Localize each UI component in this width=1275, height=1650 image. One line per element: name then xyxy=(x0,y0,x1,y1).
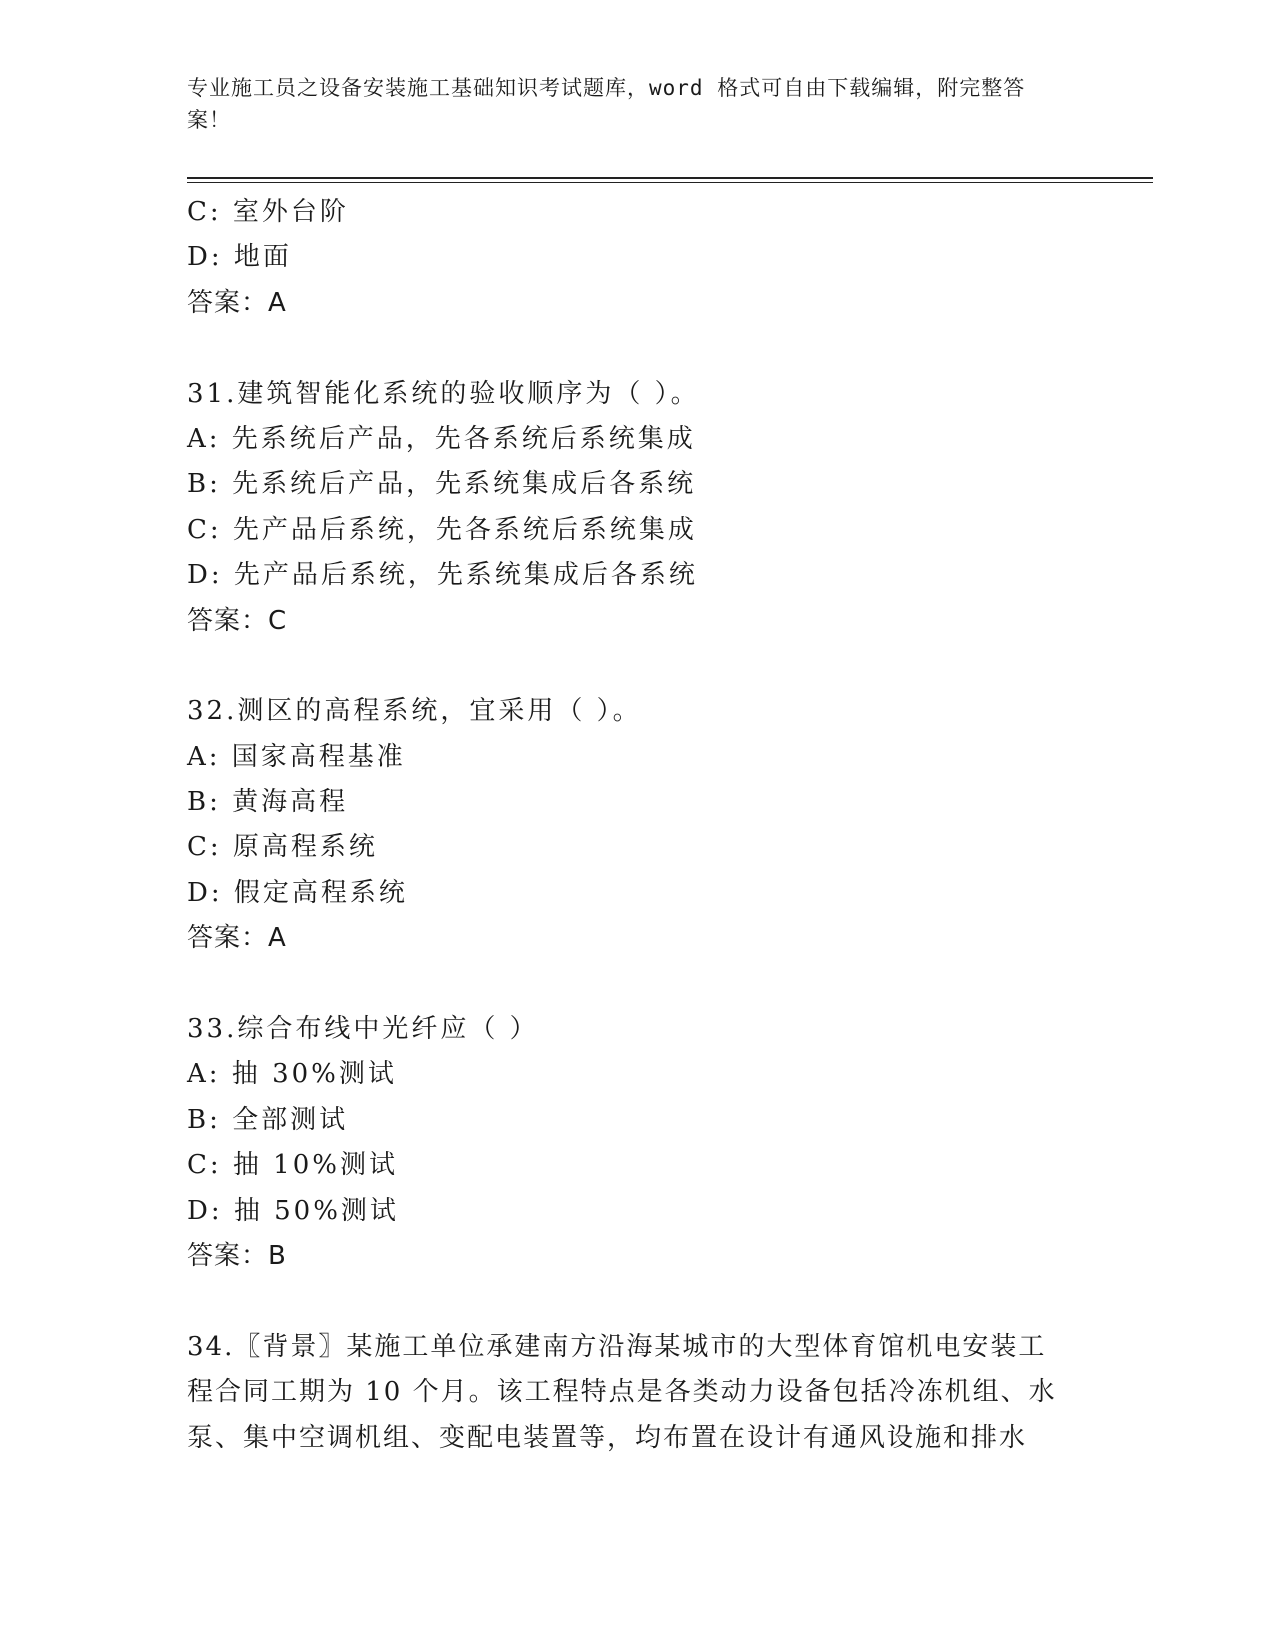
option-b: B: 先系统后产品，先系统集成后各系统 xyxy=(187,469,697,500)
option-d: D: 抽 50%测试 xyxy=(187,1195,399,1226)
spacer xyxy=(187,644,1087,689)
question-block-33 xyxy=(187,1007,1087,1279)
spacer xyxy=(187,962,1087,1007)
option-b: B: 全部测试 xyxy=(187,1104,349,1135)
option-c: C: 抽 10%测试 xyxy=(187,1150,398,1181)
question-stem: 31.建筑智能化系统的验收顺序为（ ）。 xyxy=(187,378,700,409)
question-stem: 32.测区的高程系统，宜采用（ ）。 xyxy=(187,696,642,727)
option-a: A: 抽 30%测试 xyxy=(187,1059,397,1090)
option-d: D: 地面 xyxy=(187,242,292,273)
question-block-32 xyxy=(187,689,1087,961)
question-block-31 xyxy=(187,372,1087,644)
option-c: C: 原高程系统 xyxy=(187,832,378,863)
answer-line: 答案：A xyxy=(187,287,287,318)
option-a: A: 先系统后产品，先各系统后系统集成 xyxy=(187,423,696,454)
document-title: 专业施工员之设备安装施工基础知识考试题库，word 格式可自由下载编辑，附完整答案！ xyxy=(187,76,1026,132)
question-block-30 xyxy=(187,190,1087,326)
header-divider xyxy=(187,177,1153,183)
answer-line: 答案：A xyxy=(187,923,287,954)
spacer xyxy=(187,1279,1087,1324)
option-a: A: 国家高程基准 xyxy=(187,741,406,772)
answer-line: 答案：C xyxy=(187,605,288,636)
option-d: D: 假定高程系统 xyxy=(187,877,408,908)
option-c: C: 先产品后系统，先各系统后系统集成 xyxy=(187,514,697,545)
question-block-34 xyxy=(187,1325,1087,1461)
spacer xyxy=(187,326,1087,371)
document-header xyxy=(187,72,1067,136)
question-stem: 33.综合布线中光纤应（ ） xyxy=(187,1014,539,1045)
answer-line: 答案：B xyxy=(187,1240,287,1271)
question-content xyxy=(187,190,1087,1461)
option-d: D: 先产品后系统，先系统集成后各系统 xyxy=(187,560,698,591)
question-paragraph: 34.〖背景〗某施工单位承建南方沿海某城市的大型体育馆机电安装工程合同工期为 10 个月。该工程特点是各类动力设备包括冷冻机组、水泵、集中空调机组、变配电装置等，均布置在设计有通风设施和排水 xyxy=(187,1331,1057,1453)
option-c: C: 室外台阶 xyxy=(187,197,349,227)
option-b: B: 黄海高程 xyxy=(187,787,349,818)
